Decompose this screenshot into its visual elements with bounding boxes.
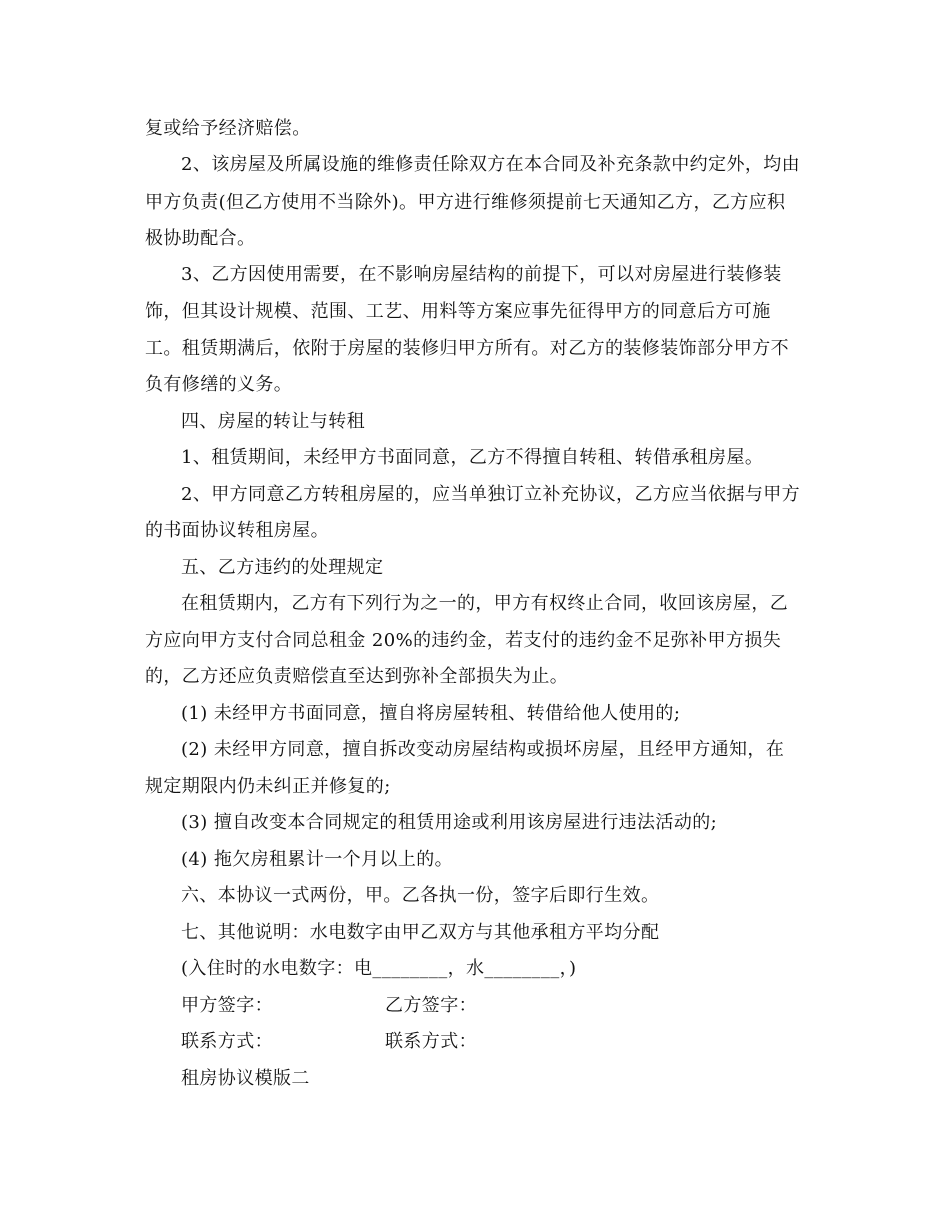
paragraph-line: 3、乙方因使用需要，在不影响房屋结构的前提下，可以对房屋进行装修装 — [181, 264, 782, 285]
paragraph-line: 1、租赁期间，未经甲方书面同意，乙方不得擅自转租、转借承租房屋。 — [181, 447, 764, 468]
paragraph-line: 2、该房屋及所属设施的维修责任除双方在本合同及补充条款中约定外，均由 — [181, 154, 801, 175]
list-item: (3) 擅自改变本合同规定的租赁用途或利用该房屋进行违法活动的; — [181, 812, 718, 833]
paragraph-line: 甲方负责(但乙方使用不当除外)。甲方进行维修须提前七天通知乙方，乙方应积 — [145, 192, 786, 213]
list-item: (2) 未经甲方同意，擅自拆改变动房屋结构或损坏房屋，且经甲方通知，在 — [181, 739, 785, 760]
list-item-continuation: 规定期限内仍未纠正并修复的; — [145, 776, 391, 797]
paragraph-line: 2、甲方同意乙方转租房屋的，应当单独订立补充协议，乙方应当依据与甲方 — [181, 484, 801, 505]
paragraph-line: 复或给予经济赔偿。 — [145, 118, 311, 139]
section-heading: 五、乙方违约的处理规定 — [181, 557, 384, 578]
list-item: (1) 未经甲方书面同意，擅自将房屋转租、转借给他人使用的; — [181, 703, 681, 724]
paragraph-line: 的书面协议转租房屋。 — [145, 520, 329, 541]
section-heading: 四、房屋的转让与转租 — [181, 411, 365, 432]
party-b-contact-label: 联系方式： — [385, 1031, 477, 1052]
paragraph-line: 六、本协议一式两份，甲。乙各执一份，签字后即行生效。 — [181, 885, 660, 906]
paragraph-line: 负有修缮的义务。 — [145, 374, 293, 395]
party-a-signature-label: 甲方签字： — [181, 995, 273, 1016]
paragraph-line: 方应向甲方支付合同总租金 20%的违约金，若支付的违约金不足弥补甲方损失 — [145, 630, 782, 651]
paragraph-line: 饰，但其设计规模、范围、工艺、用料等方案应事先征得甲方的同意后方可施 — [145, 301, 771, 322]
party-b-signature-label: 乙方签字： — [385, 995, 477, 1016]
paragraph-line: 工。租赁期满后，依附于房屋的装修归甲方所有。对乙方的装修装饰部分甲方不 — [145, 338, 789, 359]
paragraph-line: 的，乙方还应负责赔偿直至达到弥补全部损失为止。 — [145, 666, 569, 687]
paragraph-line: (入住时的水电数字：电________，水________，) — [181, 958, 577, 979]
paragraph-line: 七、其他说明：水电数字由甲乙双方与其他承租方平均分配 — [181, 922, 660, 943]
party-a-contact-label: 联系方式： — [181, 1031, 273, 1052]
next-section-title: 租房协议模版二 — [181, 1068, 310, 1089]
paragraph-line: 在租赁期内，乙方有下列行为之一的，甲方有权终止合同，收回该房屋，乙 — [181, 593, 789, 614]
list-item: (4) 拖欠房租累计一个月以上的。 — [181, 849, 454, 870]
paragraph-line: 极协助配合。 — [145, 228, 256, 249]
